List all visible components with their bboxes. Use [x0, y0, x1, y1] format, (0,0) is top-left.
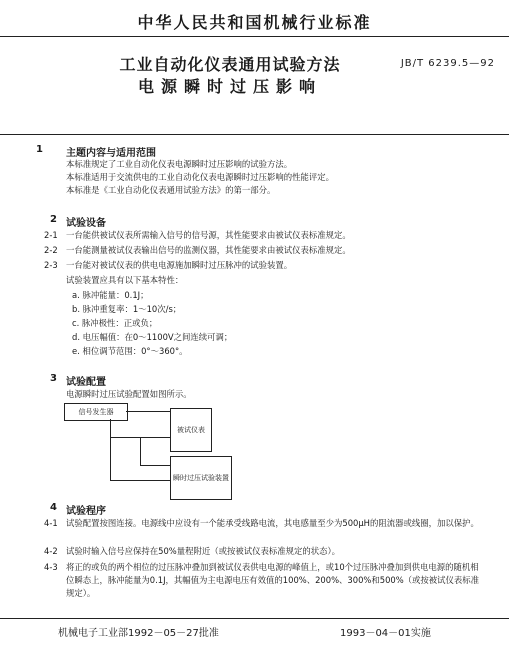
- clause-4-2-text: 试验时输入信号应保持在50%量程附近（或按被试仪表标准规定的状态）。: [66, 546, 341, 556]
- connector-vertical: [110, 419, 111, 481]
- section-3-heading: 试验配置: [66, 377, 106, 388]
- implementation-date: 1993－04－01实施: [340, 628, 431, 639]
- clause-4-3-text: 将正的或负的两个相位的过压脉冲叠加到被试仪表供电电源的峰值上，或10个过压脉冲叠加到供电电源的随机相位瞬态上，脉冲能量为0.1J，其幅值为主电源电压有效值的100%、200%、300%和500%（或按被试仪表标准规定）。: [66, 562, 480, 598]
- section-3-number: 3: [50, 373, 57, 384]
- device-under-test-box: [170, 408, 212, 452]
- section-3-para: 电源瞬时过压试验配置如图所示。: [66, 389, 192, 399]
- standard-number: JB/T 6239.5—92: [400, 58, 495, 69]
- document-title-line2: 电源瞬时过压影响: [137, 77, 322, 96]
- spec-item-a: a. 脉冲能量：0.1J；: [72, 290, 149, 300]
- transient-generator-box: [170, 456, 232, 500]
- clause-4-1-text: 试验配置按图连接。电源线中应设有一个能承受线路电流，其电感量至少为500μH的阻流器或线圈，加以保护。: [66, 518, 479, 528]
- connector-signal-to-dut: [126, 411, 170, 412]
- connector-to-transient: [110, 480, 170, 481]
- device-under-test-label: 被试仪表: [177, 426, 205, 434]
- clause-4-3-number: 4-3: [44, 562, 58, 572]
- section-1-para-2: 本标准适用于交流供电的工业自动化仪表电源瞬时过压影响的性能评定。: [66, 172, 334, 182]
- clause-2-3-number: 2-3: [44, 260, 58, 270]
- clause-2-2-text: 一台能测量被试仪表输出信号的监测仪器，其性能要求由被试仪表标准规定。: [66, 245, 351, 255]
- spec-item-b: b. 脉冲重复率：1～10次/s；: [72, 304, 182, 314]
- signal-generator-box: [64, 403, 128, 421]
- section-1-para-3: 本标准是《工业自动化仪表通用试验方法》的第一部分。: [66, 185, 276, 195]
- clause-2-3-text: 一台能对被试仪表的供电电源施加瞬时过压脉冲的试验装置。: [66, 260, 293, 270]
- connector-link: [140, 437, 141, 465]
- clause-4-2-number: 4-2: [44, 546, 58, 556]
- section-1-para-1: 本标准规定了工业自动化仪表电源瞬时过压影响的试验方法。: [66, 159, 293, 169]
- spec-item-d: d. 电压幅值：在0～1100V之间连续可调；: [72, 332, 233, 342]
- section-1-heading: 主题内容与适用范围: [66, 148, 156, 159]
- issuing-authority-header: 中华人民共和国机械行业标准: [137, 13, 372, 32]
- section-2-heading: 试验设备: [66, 218, 106, 229]
- spec-item-c: c. 脉冲极性：正或负；: [72, 318, 158, 328]
- transient-generator-label: 瞬时过压试验装置: [173, 474, 229, 482]
- connector-link-h: [140, 465, 170, 466]
- section-4-heading: 试验程序: [66, 506, 106, 517]
- document-title-line1: 工业自动化仪表通用试验方法: [119, 55, 341, 74]
- section-4-number: 4: [50, 502, 57, 513]
- equipment-characteristics-intro: 试验装置应具有以下基本特性：: [66, 275, 184, 285]
- signal-generator-label: 信号发生器: [78, 408, 114, 416]
- title-rule: [0, 134, 509, 135]
- spec-item-e: e. 相位调节范围：0°～360°。: [72, 346, 188, 356]
- clause-2-1-text: 一台能供被试仪表所需输入信号的信号源，其性能要求由被试仪表标准规定。: [66, 230, 351, 240]
- footer-rule: [0, 618, 509, 619]
- section-2-number: 2: [50, 214, 57, 225]
- clause-4-1-number: 4-1: [44, 518, 58, 528]
- clause-2-2-number: 2-2: [44, 245, 58, 255]
- section-1-number: 1: [36, 144, 43, 155]
- clause-2-1-number: 2-1: [44, 230, 58, 240]
- header-rule: [0, 36, 509, 37]
- approval-date: 机械电子工业部1992－05－27批准: [58, 628, 219, 639]
